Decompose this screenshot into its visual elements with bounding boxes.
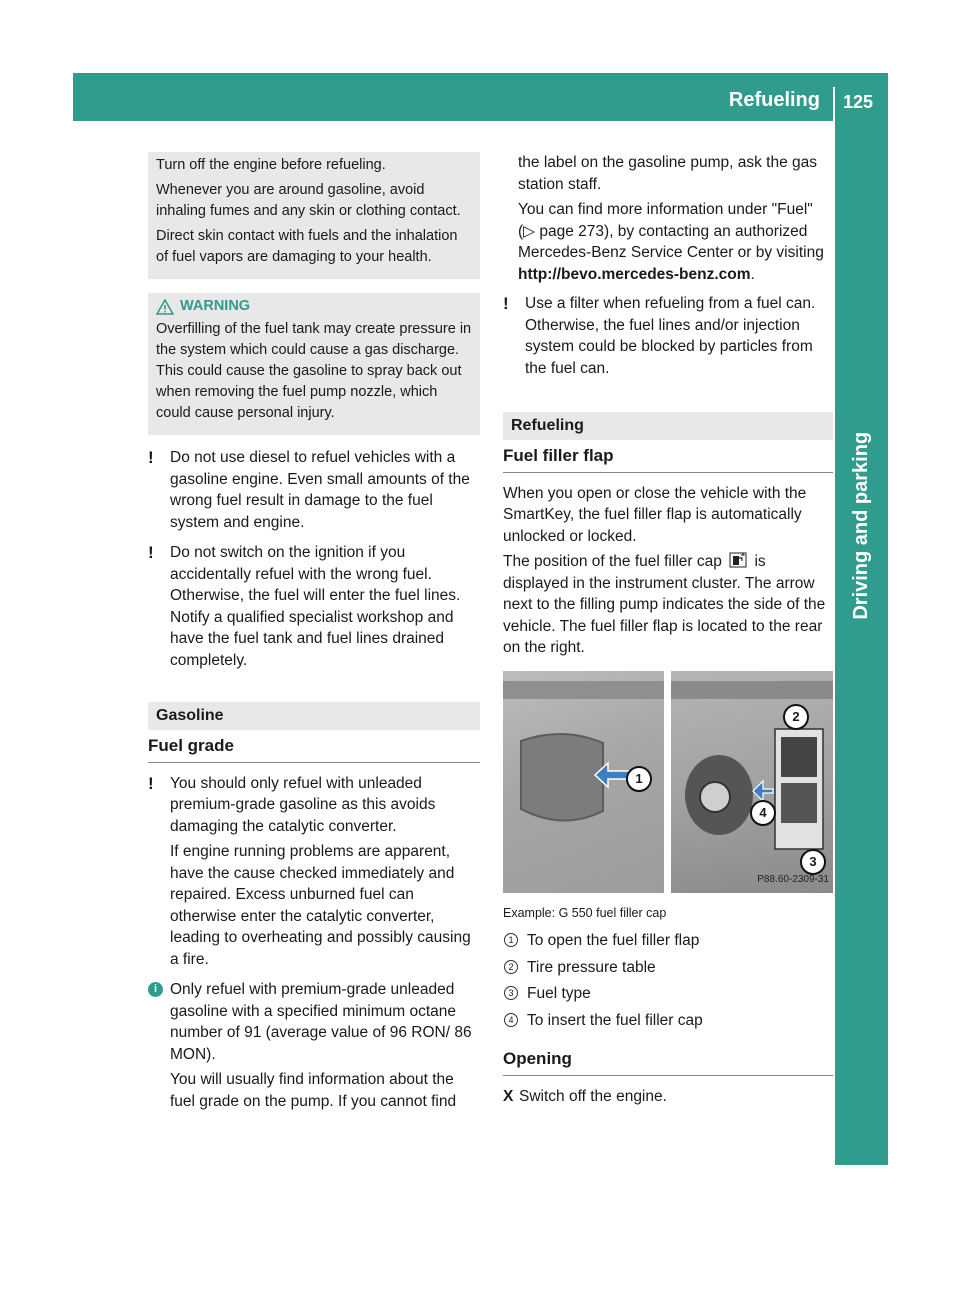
figure-code: P88.60-2309-31 [757, 874, 829, 885]
info-octane [148, 979, 480, 1112]
subheading-opening: Opening [503, 1043, 833, 1076]
section-gasoline-title: Gasoline [156, 707, 224, 724]
note-unleaded [148, 773, 480, 971]
more-info-lead: You can find more information under "Fuel" (▷ page 273), by contacting an authorized Mercedes-Benz Service Center or by visiting [518, 201, 824, 261]
subheading-fuel-filler-flap: Fuel filler flap [503, 440, 833, 473]
section-refueling [503, 412, 833, 440]
chapter-label: Driving and parking [850, 432, 873, 620]
subheading-fuel-grade: Fuel grade [148, 730, 480, 763]
callout-3: 3 [800, 849, 826, 875]
fuel-pump-icon [729, 552, 747, 568]
fuel-cap-figure [503, 671, 833, 893]
warning-heading [156, 296, 472, 317]
position-rest: is displayed in the instrument cluster. The arrow next to the filling pump indicates the side of the vehicle. The fuel filler flap is located to the rear on the right. [503, 553, 826, 656]
position-lead: The position of the fuel filler cap [503, 553, 722, 570]
info-icon: i [148, 982, 163, 997]
callout-2: 2 [783, 704, 809, 730]
callout-1: 1 [626, 766, 652, 792]
right-column [503, 152, 833, 1107]
warning-label: WARNING [180, 298, 251, 314]
legend-item [503, 983, 833, 1005]
legend-number: 3 [504, 986, 518, 1000]
exclamation-icon: ! [148, 543, 154, 562]
warning-text: Overfilling of the fuel tank may create pressure in the system which could cause a gas discharge. This could cause the gasoline to spray back out when removing the fuel pump nozzle, which could cause personal injury. [156, 321, 472, 421]
mercedes-link[interactable]: http://bevo.mercedes-benz.com [518, 265, 751, 283]
left-column [148, 152, 480, 1121]
header-separator [833, 87, 835, 121]
header-bar [73, 73, 888, 121]
chapter-marker [855, 893, 887, 925]
legend-number: 4 [504, 1013, 518, 1027]
note-ignition-text: Do not switch on the ignition if you accidentally refuel with the wrong fuel. Otherwise, the fuel will enter the fuel lines. Notify a qualified specialist workshop and have the fuel tank and fuel lines drained completely. [170, 544, 461, 669]
chapter-side-tab [835, 121, 888, 1165]
safety-line-2: Whenever you are around gasoline, avoid inhaling fumes and any skin or clothing contact. [156, 182, 461, 219]
legend-text: To insert the fuel filler cap [527, 1011, 703, 1029]
note-ignition [148, 542, 480, 671]
legend-item [503, 930, 833, 952]
warning-box [148, 293, 480, 435]
note-filter [503, 293, 833, 379]
info-octane-p2: You will usually find information about the fuel grade on the pump. If you cannot find [170, 1071, 457, 1110]
photo-closed-flap [503, 671, 664, 893]
legend-number: 1 [504, 933, 518, 947]
exclamation-icon: ! [148, 448, 154, 467]
page-number: 125 [843, 92, 874, 112]
legend-text: Tire pressure table [527, 958, 656, 976]
legend-item [503, 957, 833, 979]
note-unleaded-p1: You should only refuel with unleaded premium-grade gasoline as this avoids damaging the catalytic converter. [170, 774, 436, 835]
section-gasoline [148, 702, 480, 730]
note-unleaded-p2: If engine running problems are apparent, have the cause checked immediately and repaired. Excess unburned fuel can otherwise enter the catalytic converter, leading to overheating and possibly causing a fire. [170, 843, 471, 968]
position-paragraph [503, 551, 833, 659]
more-info-text [518, 199, 833, 285]
more-info-end: . [750, 265, 755, 283]
figure-caption: Example: G 550 fuel filler cap [503, 905, 667, 920]
legend-text: To open the fuel filler flap [527, 932, 700, 949]
note-diesel [148, 447, 480, 533]
safety-line-1: Turn off the engine before refueling. [156, 157, 386, 173]
step-item [503, 1086, 833, 1108]
page-title: Refueling [728, 89, 820, 111]
callout-4: 4 [750, 800, 776, 826]
safety-box [148, 152, 480, 279]
info-octane-p1: Only refuel with premium-grade unleaded gasoline with a specified minimum octane number of 91 (average value of 96 RON/ 86 MON). [170, 981, 472, 1063]
legend-text: Fuel type [527, 985, 591, 1002]
exclamation-icon: ! [503, 294, 509, 313]
safety-line-3: Direct skin contact with fuels and the inhalation of fuel vapors are damaging to your health. [156, 228, 458, 265]
section-refueling-title: Refueling [511, 417, 584, 434]
step-text: Switch off the engine. [519, 1087, 667, 1105]
photo-open-flap [671, 671, 833, 893]
legend-number: 2 [504, 960, 518, 974]
step-arrow-icon: X [503, 1087, 514, 1105]
note-filter-text: Use a filter when refueling from a fuel can. Otherwise, the fuel lines and/or injection system could be blocked by particles from the fuel can. [525, 295, 816, 377]
note-diesel-text: Do not use diesel to refuel vehicles with a gasoline engine. Even small amounts of the wrong fuel result in damage to the fuel system and engine. [170, 449, 470, 531]
warning-triangle-icon [156, 299, 174, 315]
legend-item [503, 1010, 833, 1032]
exclamation-icon: ! [148, 773, 154, 793]
smartkey-paragraph: When you open or close the vehicle with the SmartKey, the fuel filler flap is automatically unlocked or locked. [503, 484, 807, 545]
continued-text: the label on the gasoline pump, ask the gas station staff. [518, 154, 818, 193]
